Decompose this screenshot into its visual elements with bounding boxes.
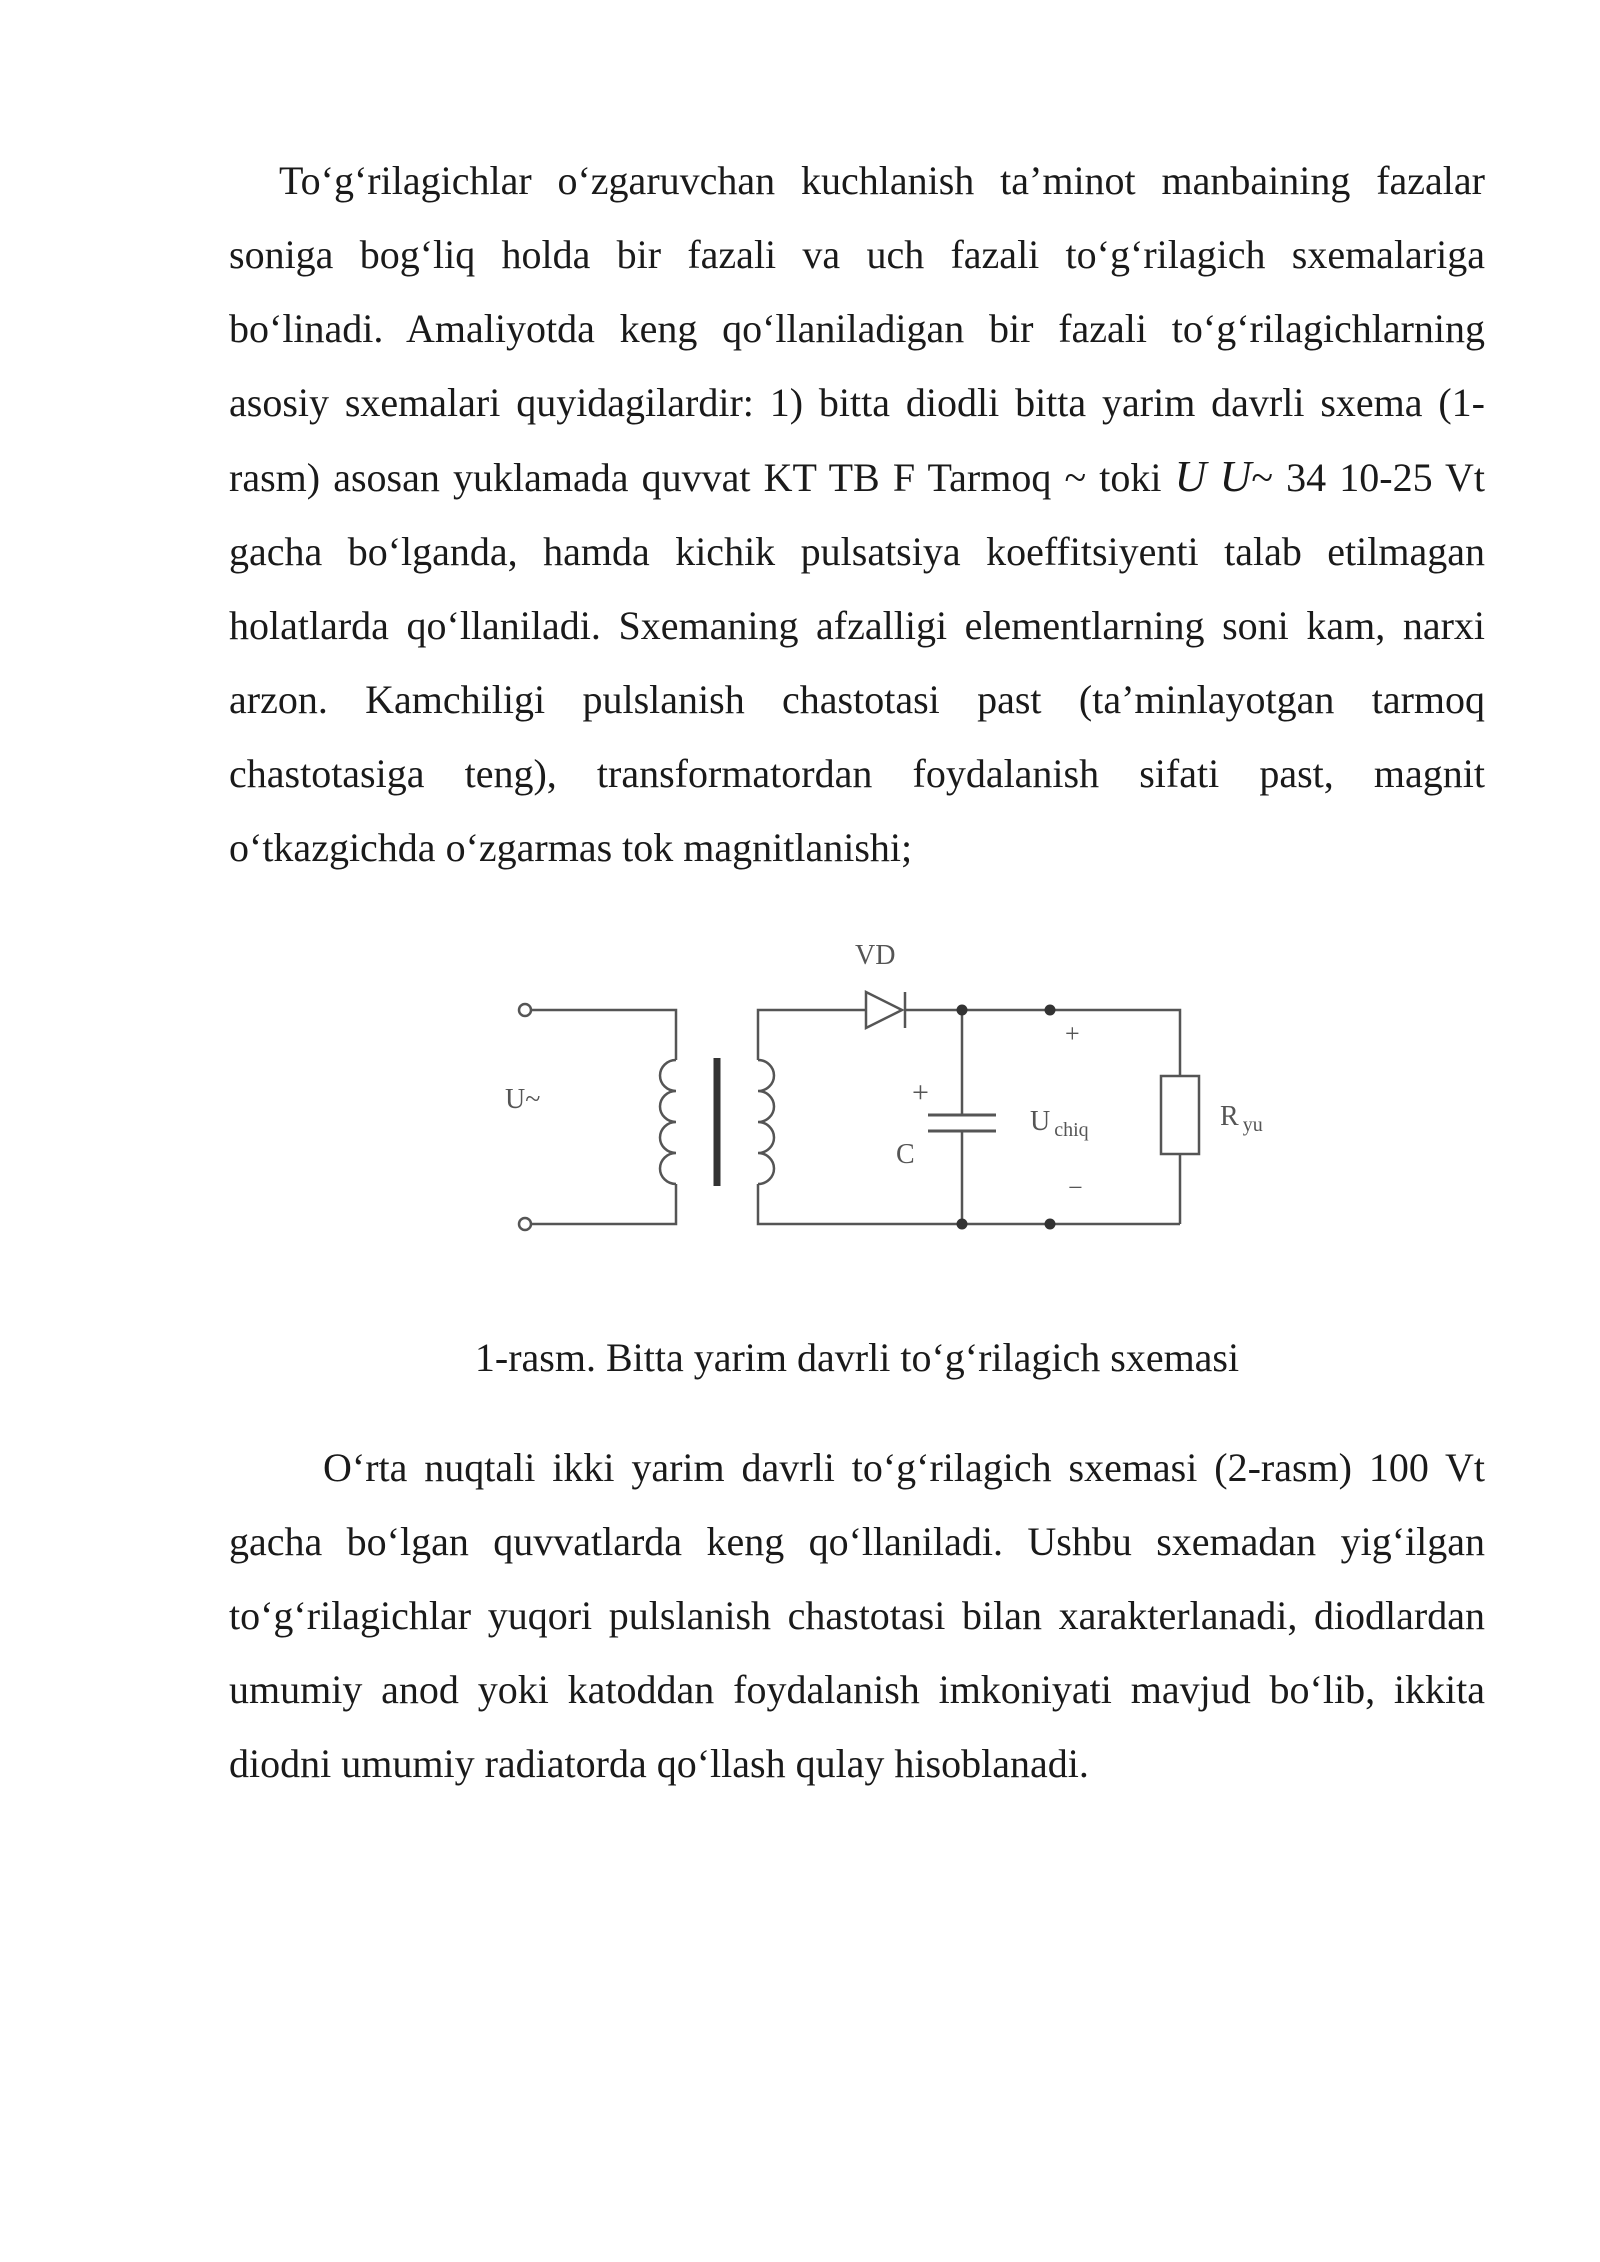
secondary-wire-top	[758, 1010, 865, 1060]
voltage-symbol-2: U	[1219, 452, 1252, 501]
input-terminal-bottom	[519, 1218, 531, 1230]
output-voltage-label	[1030, 1106, 1089, 1141]
capacitor-plus-label: +	[912, 1076, 929, 1109]
voltage-symbol-1: U	[1174, 452, 1207, 501]
output-minus-label: −	[1068, 1173, 1083, 1202]
diode-label: VD	[855, 940, 896, 971]
junction-dot	[1045, 1005, 1056, 1016]
paragraph-intro-part1: To‘g‘rilagichlar o‘zgaruvchan kuchlanish ta’minot manbaining fazalar soniga bog‘liq holda bir fazali va uch fazali to‘g‘rilagich sxemalariga bo‘linadi. Amaliyotda keng qo‘llaniladigan bir fazali to‘g‘rilagichlarning asosiy sxemalari quyidagilardir: 1) bitta diodli bitta yarim davrli sxema (1-rasm) asosan yuklamada quvvat KT TB F Tarmoq ~ toki	[229, 158, 1485, 500]
input-terminal-top	[519, 1004, 531, 1016]
capacitor-label: C	[896, 1139, 915, 1170]
secondary-coil	[758, 1060, 774, 1184]
junction-dot	[957, 1219, 968, 1230]
primary-wire-bottom	[531, 1184, 676, 1224]
load-symbol: R	[1220, 1101, 1239, 1132]
input-voltage-label: U~	[505, 1084, 541, 1115]
paragraph-intro	[229, 144, 1485, 885]
secondary-wire-bottom	[758, 1184, 1180, 1224]
circuit-diagram	[500, 940, 1300, 1240]
paragraph-center-tap: O‘rta nuqtali ikki yarim davrli to‘g‘rilagich sxemasi (2-rasm) 100 Vt gacha bo‘lgan quvvatlarda keng qo‘llaniladi. Ushbu sxemadan yig‘ilgan to‘g‘rilagichlar yuqori pulslanish chastotasi bilan xarakterlanadi, diodlardan umumiy anod yoki katoddan foydalanish imkoniyati mavjud bo‘lib, ikkita diodni umumiy radiatorda qo‘llash qulay hisoblanadi.	[229, 1445, 1485, 1786]
junction-dot	[957, 1005, 968, 1016]
rectifier-circuit-figure	[500, 940, 1300, 1240]
diode-triangle	[866, 992, 902, 1028]
output-plus-label: +	[1065, 1019, 1080, 1048]
load-resistor	[1161, 1076, 1199, 1154]
paragraph-intro-part2: ~ 34 10-25 Vt gacha bo‘lganda, hamda kichik pulsatsiya koeffitsiyenti talab etilmagan holatlarda qo‘llaniladi. Sxemaning afzalligi elementlarning soni kam, narxi arzon. Kamchiligi pulslanish chastotasi past (ta’minlayotgan tarmoq chastotasiga teng), transformatordan foydalanish sifati past, magnit o‘tkazgichda o‘zgarmas tok magnitlanishi;	[229, 455, 1485, 870]
output-voltage-symbol: U	[1030, 1106, 1051, 1137]
load-subscript: yu	[1242, 1114, 1263, 1136]
figure-caption: 1-rasm. Bitta yarim davrli to‘g‘rilagich sxemasi	[474, 1335, 1240, 1380]
load-label	[1220, 1101, 1263, 1136]
junction-dot	[1045, 1219, 1056, 1230]
output-voltage-subscript: chiq	[1054, 1119, 1089, 1141]
primary-wire-top	[531, 1010, 676, 1060]
output-wire-top	[905, 1010, 1180, 1076]
primary-coil	[660, 1060, 676, 1184]
